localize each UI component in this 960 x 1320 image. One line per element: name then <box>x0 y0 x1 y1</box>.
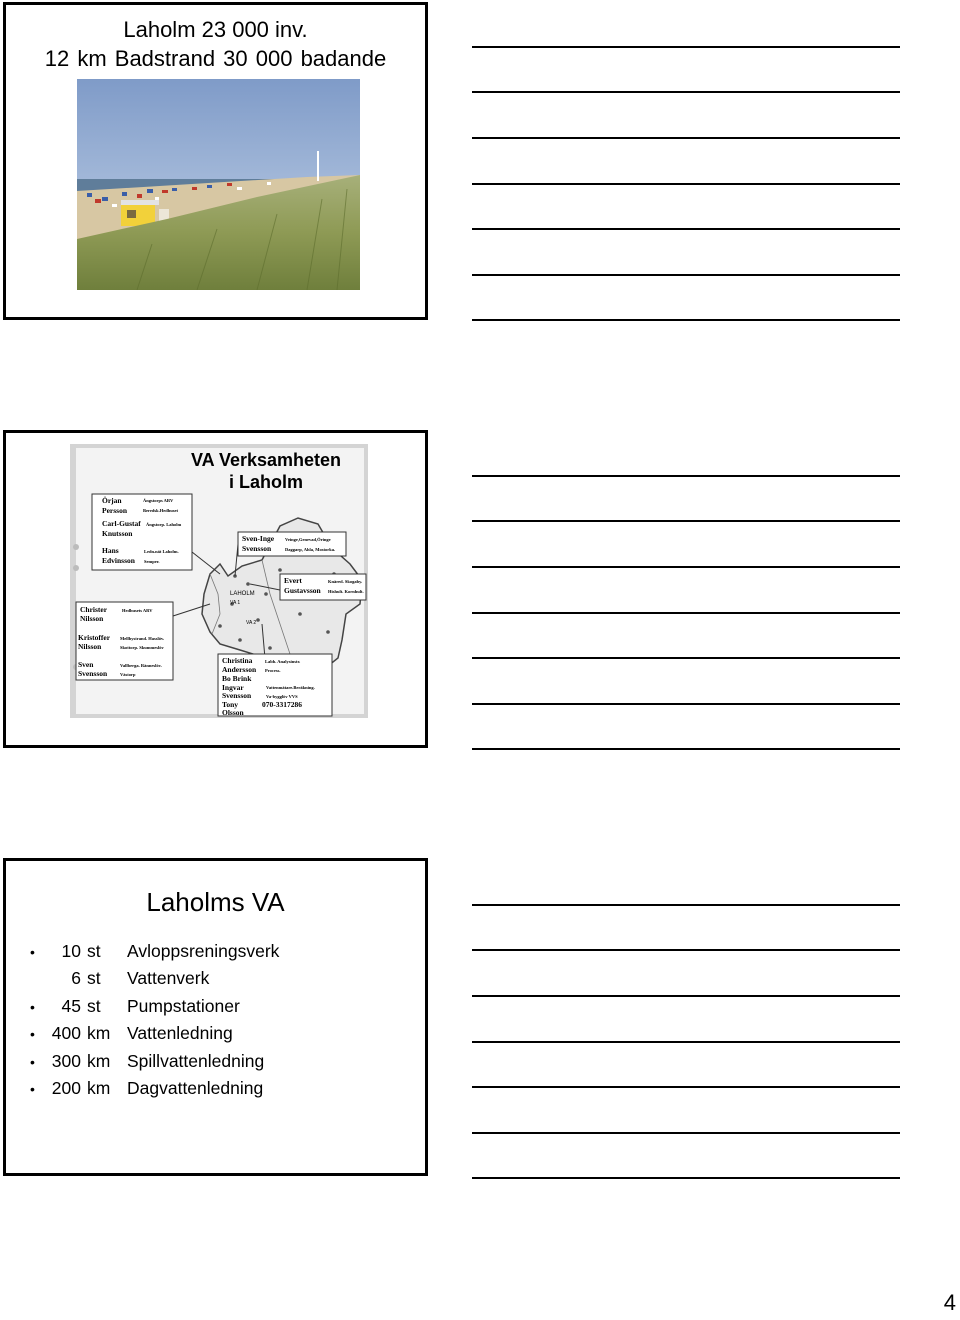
note-line <box>472 137 900 139</box>
fact-text: Vattenledning <box>127 1023 233 1044</box>
map-note: Vallberga. Ränneslöv. <box>120 663 162 668</box>
note-line <box>472 1177 900 1179</box>
note-line <box>472 657 900 659</box>
map-note: Vattenmätare.Beräkning. <box>266 685 315 690</box>
map-note: Veinge,Genevad,Öringe <box>285 537 331 542</box>
fact-unit: st <box>87 968 101 989</box>
map-note: Hishult. Kornhult. <box>328 589 364 594</box>
note-line <box>472 1086 900 1088</box>
map-note: Mellbystrand. Hasslöv. <box>120 636 165 641</box>
note-line <box>472 475 900 477</box>
map-note: Va-bygglöv VVS <box>266 694 298 699</box>
fact-number: 10 <box>61 941 81 961</box>
list-item <box>30 965 279 992</box>
map-note: Process. <box>265 668 281 673</box>
map-name: Persson <box>102 506 127 515</box>
map-label-va2: VA 2 <box>246 620 257 626</box>
note-line <box>472 748 900 750</box>
map-name: Evert <box>284 576 302 585</box>
map-name: Tony <box>222 700 238 709</box>
map-name: Nilsson <box>78 642 102 651</box>
map-note: Beredsk.Hedhuset <box>143 508 179 513</box>
page-number: 4 <box>943 1290 956 1315</box>
va-organisation-map-image <box>70 444 368 718</box>
slide-1-title-line-2: 12 km Badstrand 30 000 badande <box>44 46 387 71</box>
map-name: Nilsson <box>80 614 104 623</box>
map-phone: 070-3317286 <box>262 700 302 709</box>
map-note: Labb. Analysinstr. <box>265 659 301 664</box>
note-line <box>472 319 900 321</box>
map-name: Edvinsson <box>102 556 135 565</box>
fact-number: 6 <box>71 968 81 989</box>
slide-2 <box>3 430 428 748</box>
fact-unit: st <box>87 995 101 1016</box>
note-line <box>472 1041 900 1043</box>
note-line <box>472 612 900 614</box>
note-line <box>472 949 900 951</box>
slide-1-title-line-1: Laholm 23 000 inv. <box>123 17 308 42</box>
list-item <box>30 938 279 965</box>
note-line <box>472 228 900 230</box>
fact-text: Avloppsreningsverk <box>127 941 280 961</box>
map-name: Kristoffer <box>78 633 111 642</box>
map-note: Skottorp. Skummeslöv <box>120 645 164 650</box>
list-item <box>30 1020 279 1047</box>
note-line <box>472 904 900 906</box>
fact-number: 200 <box>51 1077 81 1098</box>
beach-photo <box>77 79 360 290</box>
map-name: Christer <box>80 605 108 614</box>
map-name: Olsson <box>222 708 244 717</box>
fact-unit: km <box>87 1077 111 1098</box>
map-name: Svensson <box>78 669 108 678</box>
map-note: Hedhusets ARV <box>122 608 153 613</box>
bullet-icon: • <box>30 998 35 1015</box>
map-label-laholm: LAHOLM <box>230 591 255 597</box>
map-note: Ledn.nät Laholm. <box>144 549 179 554</box>
slide-3 <box>3 858 428 1176</box>
map-name: Sven <box>78 660 94 669</box>
map-name: Örjan <box>102 496 122 505</box>
note-line <box>472 46 900 48</box>
list-item <box>30 993 279 1020</box>
bullet-icon: • <box>30 944 35 960</box>
map-note: Ängstorp. Laholm <box>146 522 182 527</box>
map-note: Knäred. Skogaby. <box>328 579 363 584</box>
list-item <box>30 1048 279 1075</box>
map-name: Ingvar <box>222 683 244 692</box>
map-name: Knutsson <box>102 529 133 538</box>
note-line <box>472 1132 900 1134</box>
map-title-line-1: VA Verksamheten <box>190 450 342 470</box>
fact-number: 400 <box>51 1023 81 1044</box>
fact-unit: st <box>87 941 101 961</box>
fact-unit: km <box>87 1050 111 1071</box>
va-facts-list <box>30 938 279 1102</box>
map-note: Ängstorps ARV <box>143 498 174 503</box>
note-line <box>472 995 900 997</box>
map-note: Västorp <box>120 672 136 677</box>
map-title-line-2: i Laholm <box>228 472 304 492</box>
bullet-icon: • <box>30 1080 35 1097</box>
map-name: Hans <box>102 546 119 555</box>
note-line <box>472 520 900 522</box>
map-name: Svensson <box>242 544 272 553</box>
fact-unit: km <box>87 1023 111 1044</box>
map-name: Gustavsson <box>284 586 321 595</box>
map-label-va1: VA 1 <box>230 600 241 606</box>
note-line <box>472 183 900 185</box>
note-line <box>472 566 900 568</box>
map-note: Semper. <box>144 559 160 564</box>
fact-number: 300 <box>51 1050 81 1071</box>
slide-3-title: Laholms VA <box>146 887 285 917</box>
list-item <box>30 1075 279 1102</box>
fact-text: Dagvattenledning <box>127 1077 264 1098</box>
map-name: Sven-Inge <box>242 534 275 543</box>
fact-text: Pumpstationer <box>127 995 240 1016</box>
fact-text: Vattenverk <box>127 968 210 989</box>
slide-1 <box>3 2 428 320</box>
fact-text: Spillvattenledning <box>127 1050 265 1071</box>
map-note: Daggarp, Ahla, Mostorka. <box>285 547 336 552</box>
map-name: Carl-Gustaf <box>102 519 141 528</box>
fact-number: 45 <box>61 995 81 1016</box>
map-name: Christina <box>222 656 253 665</box>
note-line <box>472 703 900 705</box>
map-name: Svensson <box>222 691 252 700</box>
map-name: Andersson <box>222 665 257 674</box>
note-line <box>472 91 900 93</box>
note-line <box>472 274 900 276</box>
map-name: Bo Brink <box>222 674 252 683</box>
bullet-icon: • <box>30 1026 35 1043</box>
bullet-icon: • <box>30 1053 35 1070</box>
